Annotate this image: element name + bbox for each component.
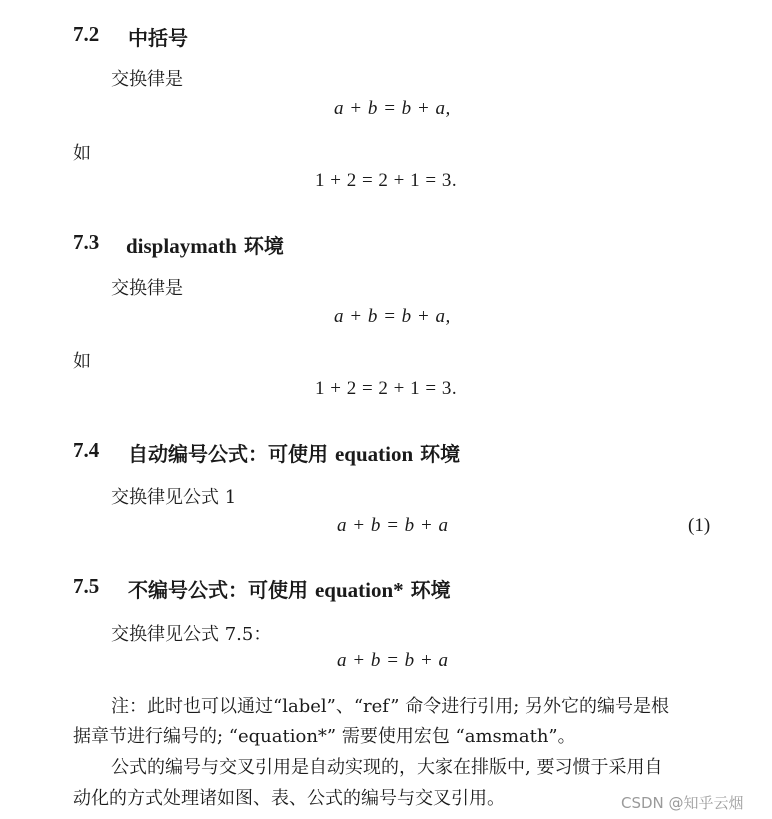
section-7-5-equation: a + b = b + a [337,650,449,671]
section-title-7-4-cjk-prefix: 自动编号公式：可使用 [128,442,328,466]
section-7-2-equation-commutative: a + b = b + a, [334,98,451,119]
paragraph-line-2: 动化的方式处理诸如图、表、公式的编号与交叉引用。 [73,788,505,809]
section-title-7-5-cjk-prefix: 不编号公式：可使用 [128,578,308,602]
section-number-7-5: 7.5 [73,574,100,598]
section-7-2-equation-example: 1 + 2 = 2 + 1 = 3. [315,170,458,191]
note-line-1: 注：此时也可以通过“label”、“ref” 命令进行引用; 另外它的编号是根 [111,696,669,717]
section-7-2-intro: 交换律是 [111,69,183,90]
section-title-7-3 [126,230,284,259]
watermark: CSDN @知乎云烟 [621,794,744,812]
section-7-3-intro: 交换律是 [111,278,183,299]
note-line-2: 据章节进行编号的; “equation*” 需要使用宏包 “amsmath”。 [73,726,576,747]
section-title-7-5 [128,574,451,603]
section-title-7-3-cjk: 环境 [243,234,284,258]
section-number-7-2: 7.2 [73,22,100,46]
section-title-7-4 [128,438,460,467]
section-title-7-5-latin: equation* [314,578,404,602]
section-title-7-5-cjk-suffix: 环境 [410,578,451,602]
section-7-3-equation-commutative: a + b = b + a, [334,306,451,327]
section-title-7-3-latin: displaymath [126,234,237,258]
section-7-4-equation: a + b = b + a [337,515,449,536]
section-number-7-4: 7.4 [73,438,100,462]
section-title-7-2: 中括号 [128,26,188,50]
equation-number: (1) [688,515,711,536]
paragraph-line-1: 公式的编号与交叉引用是自动实现的，大家在排版中, 要习惯于采用自 [111,757,663,778]
section-7-4-intro: 交换律见公式 1 [111,487,237,508]
section-7-5-intro: 交换律见公式 7.5： [111,624,272,645]
section-title-7-4-latin: equation [334,442,414,466]
section-7-3-example-label: 如 [73,351,91,372]
section-7-3-equation-example: 1 + 2 = 2 + 1 = 3. [315,378,458,399]
section-7-2-example-label: 如 [73,143,91,164]
section-title-7-4-cjk-suffix: 环境 [420,442,461,466]
section-number-7-3: 7.3 [73,230,100,254]
